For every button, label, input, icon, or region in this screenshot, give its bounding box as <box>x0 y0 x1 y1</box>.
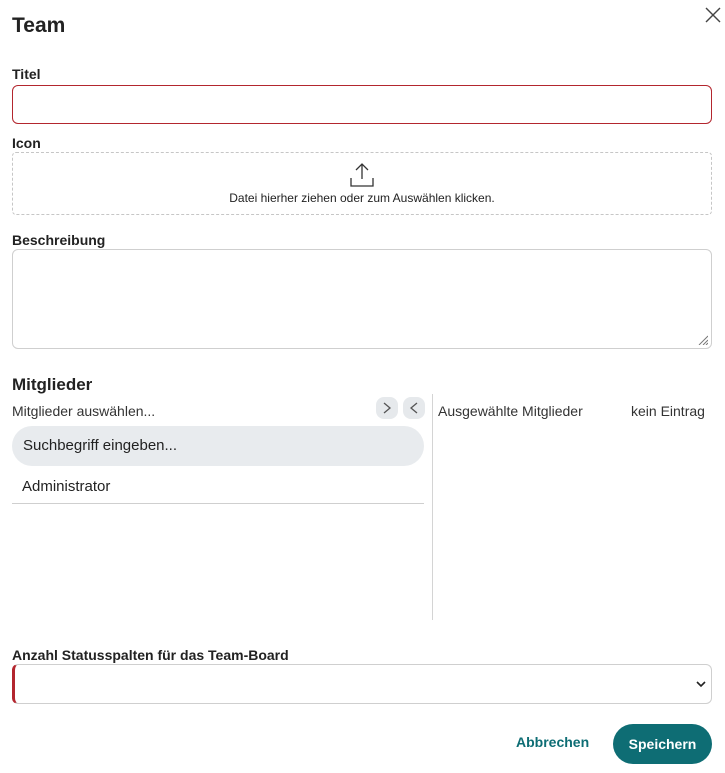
cancel-button[interactable]: Abbrechen <box>516 734 590 750</box>
icon-dropzone[interactable] <box>12 152 712 215</box>
selected-members-empty: kein Eintrag <box>631 403 705 419</box>
dropzone-text: Datei hierher ziehen oder zum Auswählen klicken. <box>229 191 495 205</box>
title-label: Titel <box>12 66 41 82</box>
dialog-title: Team <box>12 14 66 37</box>
status-columns-select[interactable] <box>12 664 712 704</box>
members-select-label: Mitglieder auswählen... <box>12 403 156 419</box>
move-left-button[interactable] <box>403 397 425 419</box>
title-input[interactable] <box>12 85 712 124</box>
chevron-left-icon <box>409 402 419 414</box>
close-icon[interactable] <box>702 4 724 26</box>
resize-handle-icon[interactable] <box>698 335 708 345</box>
save-button[interactable]: Speichern <box>613 724 712 764</box>
chevron-down-icon <box>696 681 706 688</box>
icon-label: Icon <box>12 135 41 151</box>
description-textarea[interactable] <box>12 249 712 349</box>
status-columns-label: Anzahl Statusspalten für das Team-Board <box>12 647 289 663</box>
upload-icon <box>349 162 375 188</box>
members-section-title: Mitglieder <box>12 375 93 394</box>
selected-members-label: Ausgewählte Mitglieder <box>438 403 583 419</box>
chevron-right-icon <box>382 402 392 414</box>
members-divider <box>432 394 433 620</box>
description-label: Beschreibung <box>12 232 106 248</box>
available-member-item[interactable]: Administrator <box>12 470 424 504</box>
member-search-input[interactable]: Suchbegriff eingeben... <box>12 426 424 466</box>
move-right-button[interactable] <box>376 397 398 419</box>
